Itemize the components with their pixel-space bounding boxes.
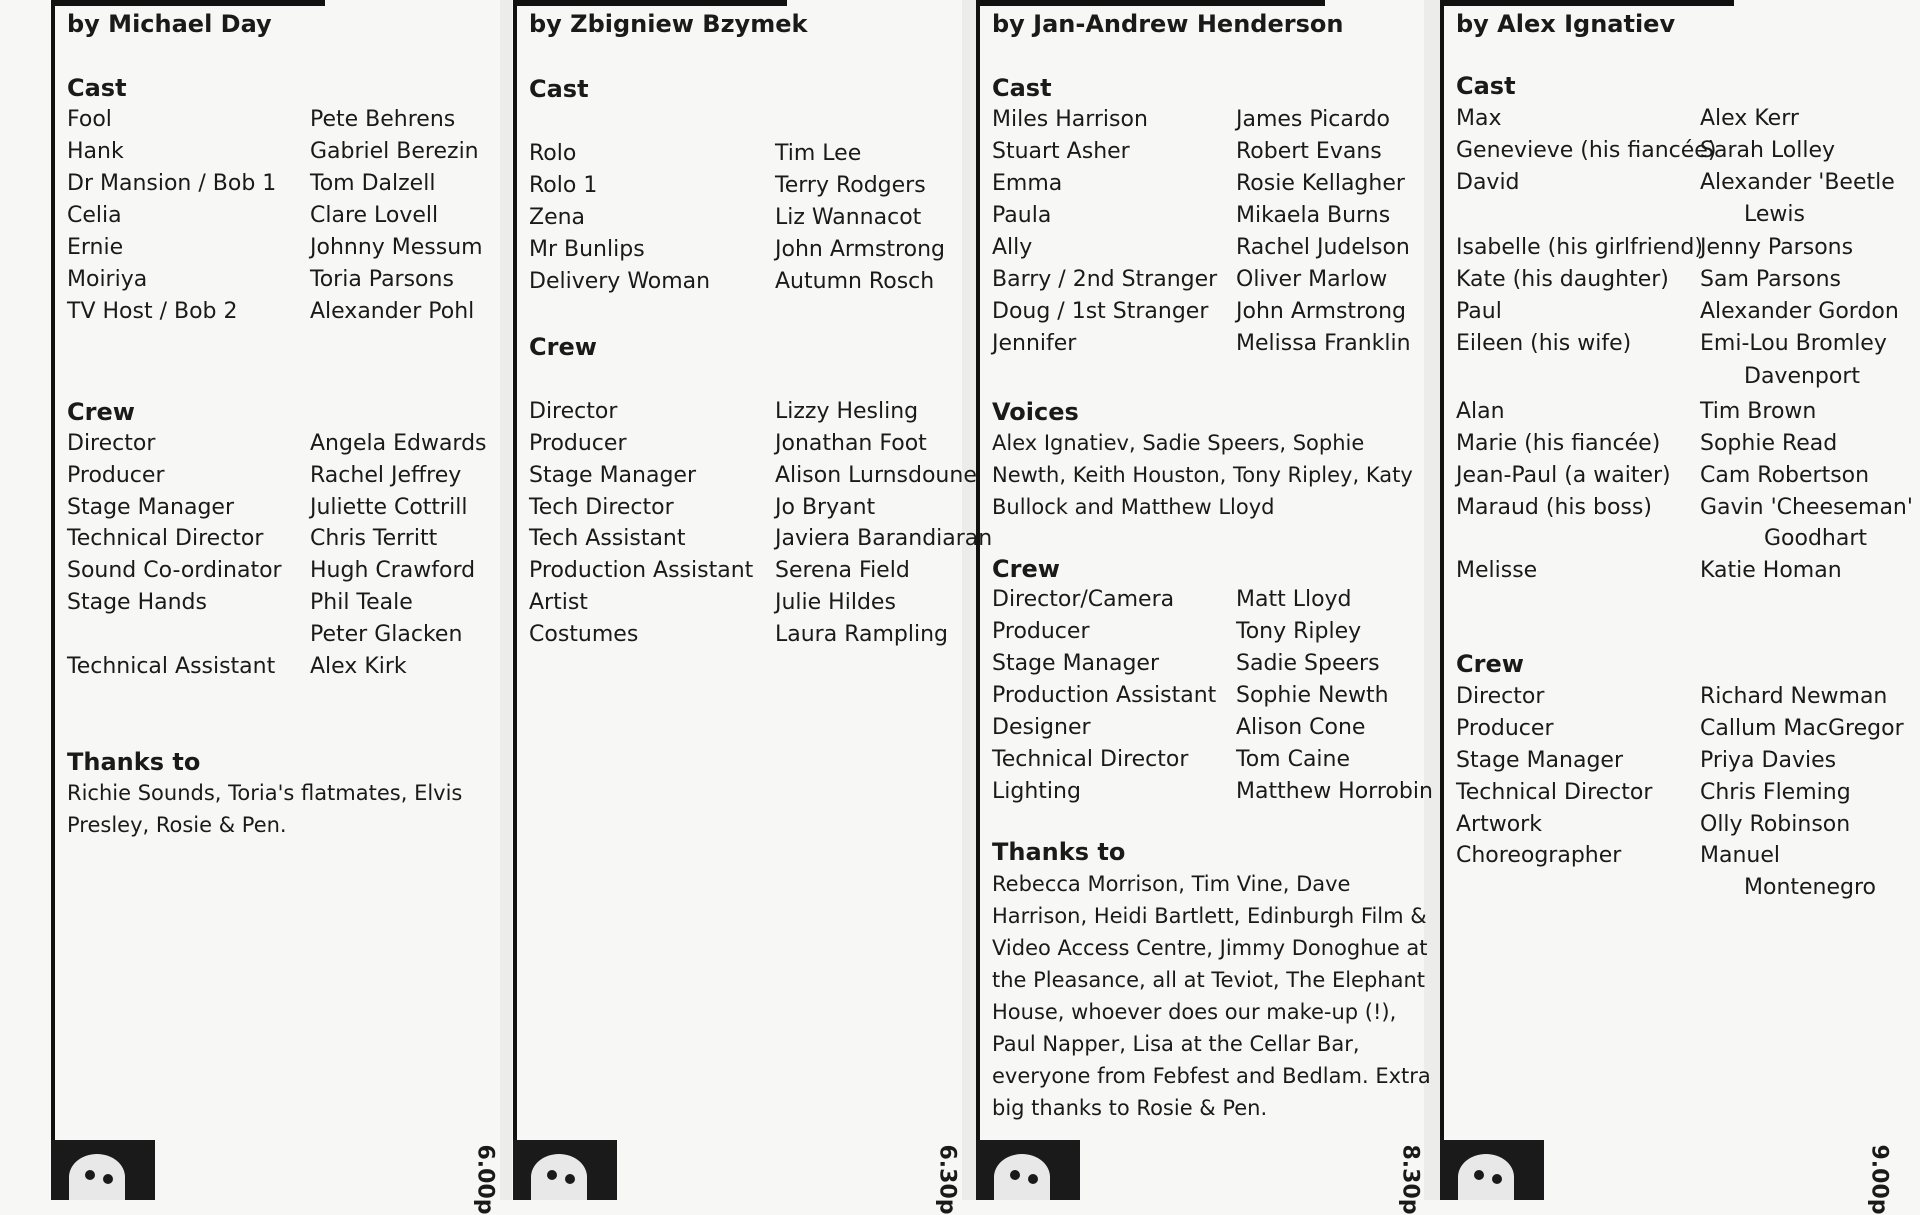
crew-role: Producer: [1456, 716, 1554, 741]
festival-logo: [513, 1140, 617, 1200]
crew-role: Director: [529, 399, 618, 424]
cast-name: Terry Rodgers: [775, 173, 926, 198]
crew-role: Tech Director: [529, 495, 674, 520]
crew-name: Jo Bryant: [775, 495, 876, 520]
panel-top-rule: [517, 0, 787, 6]
cast-name: Tim Lee: [775, 141, 862, 166]
crew-role: Stage Manager: [67, 495, 234, 520]
crew-role: Artwork: [1456, 812, 1542, 837]
crew-name: Jonathan Foot: [775, 431, 927, 456]
programme-panel-1: [51, 0, 513, 1215]
show-time: 9.00p: [1866, 1144, 1892, 1215]
cast-name: Katie Homan: [1700, 558, 1842, 583]
cast-name: Rachel Judelson: [1236, 235, 1410, 260]
voices-heading: Voices: [992, 398, 1079, 426]
crew-name: Rachel Jeffrey: [310, 463, 462, 488]
cast-role: Stuart Asher: [992, 139, 1130, 164]
cast-role: Moiriya: [67, 267, 148, 292]
cast-role: Marie (his fiancée): [1456, 431, 1661, 456]
cast-name: Rosie Kellagher: [1236, 171, 1405, 196]
cast-role: Doug / 1st Stranger: [992, 299, 1209, 324]
cast-name: Sarah Lolley: [1700, 138, 1836, 163]
crew-name: Serena Field: [775, 558, 910, 583]
crew-name: Peter Glacken: [310, 622, 463, 647]
programme-panel-2: [513, 0, 993, 1215]
crew-role: Designer: [992, 715, 1091, 740]
crew-heading: Crew: [1456, 650, 1524, 678]
cast-name: Tim Brown: [1700, 399, 1817, 424]
crew-role: Stage Manager: [1456, 748, 1623, 773]
cast-name: Davenport: [1744, 364, 1861, 389]
cast-heading: Cast: [1456, 72, 1516, 100]
cast-name: Sam Parsons: [1700, 267, 1842, 292]
cast-name: Tom Dalzell: [310, 171, 436, 196]
crew-name: Olly Robinson: [1700, 812, 1851, 837]
crew-role: Technical Assistant: [67, 654, 276, 679]
crew-role: Producer: [529, 431, 627, 456]
crew-name: Julie Hildes: [775, 590, 896, 615]
crew-role: Production Assistant: [992, 683, 1217, 708]
cast-role: Ally: [992, 235, 1033, 260]
cast-name: Clare Lovell: [310, 203, 439, 228]
festival-logo: [976, 1140, 1080, 1200]
cast-role: Paula: [992, 203, 1052, 228]
cast-name: Alexander Gordon: [1700, 299, 1899, 324]
cast-role: Barry / 2nd Stranger: [992, 267, 1218, 292]
cast-name: Toria Parsons: [310, 267, 454, 292]
crew-name: Sophie Newth: [1236, 683, 1389, 708]
crew-name: Javiera Barandiaran: [775, 526, 993, 551]
cast-role: Rolo: [529, 141, 577, 166]
crew-name: Priya Davies: [1700, 748, 1837, 773]
crew-role: Sound Co-ordinator: [67, 558, 282, 583]
thanks-text: Rebecca Morrison, Tim Vine, Dave Harrison, Heidi Bartlett, Edinburgh Film & Video Access Centre, Jimmy Donoghue at the Pleasance, all at Teviot, The Elephant House, whoever does our make-up (!), Paul Napper, Lisa at the Cellar Bar, everyone from Febfest and Bedlam. Extra big thanks to Rosie & Pen.: [992, 872, 1431, 1120]
cast-heading: Cast: [529, 75, 589, 103]
cast-role: Genevieve (his fiancée): [1456, 138, 1717, 163]
cast-name: Emi-Lou Bromley: [1700, 331, 1887, 356]
cast-name: Goodhart: [1764, 526, 1868, 551]
cast-name: Gabriel Berezin: [310, 139, 479, 164]
crew-name: Chris Territt: [310, 526, 438, 551]
crew-name: Laura Rampling: [775, 622, 949, 647]
cast-role: Eileen (his wife): [1456, 331, 1632, 356]
cast-role: Jennifer: [992, 331, 1077, 356]
programme-panel-3: [976, 0, 1440, 1215]
cast-role: Zena: [529, 205, 586, 230]
cast-role: David: [1456, 170, 1520, 195]
crew-role: Technical Director: [67, 526, 264, 551]
crew-role: Director: [67, 431, 156, 456]
cast-role: Max: [1456, 106, 1502, 131]
crew-name: Richard Newman: [1700, 684, 1888, 709]
crew-name: Juliette Cottrill: [310, 495, 468, 520]
show-time: 6.30p: [934, 1144, 960, 1215]
crew-role: Director/Camera: [992, 587, 1175, 612]
programme-panel-4: [1440, 0, 1920, 1215]
crew-name: Montenegro: [1744, 875, 1877, 900]
cast-role: Emma: [992, 171, 1063, 196]
crew-name: Callum MacGregor: [1700, 716, 1904, 741]
crew-role: Production Assistant: [529, 558, 754, 583]
crew-name: Sadie Speers: [1236, 651, 1380, 676]
panel-title: by Jan-Andrew Henderson: [992, 10, 1344, 38]
crew-name: Alison Cone: [1236, 715, 1366, 740]
crew-name: Matt Lloyd: [1236, 587, 1352, 612]
crew-name: Matthew Horrobin: [1236, 779, 1433, 804]
cast-name: Liz Wannacot: [775, 205, 922, 230]
panel-title: by Alex Ignatiev: [1456, 10, 1676, 38]
cast-name: Pete Behrens: [310, 107, 456, 132]
cast-heading: Cast: [67, 74, 127, 102]
crew-name: Tom Caine: [1236, 747, 1351, 772]
crew-name: Phil Teale: [310, 590, 413, 615]
crew-role: Producer: [992, 619, 1090, 644]
thanks-heading: Thanks to: [992, 838, 1126, 866]
panel-top-rule: [55, 0, 325, 6]
cast-name: Cam Robertson: [1700, 463, 1870, 488]
crew-role: Choreographer: [1456, 843, 1622, 868]
crew-heading: Crew: [67, 398, 135, 426]
cast-name: Oliver Marlow: [1236, 267, 1388, 292]
cast-name: Alex Kerr: [1700, 106, 1799, 131]
crew-role: Stage Manager: [992, 651, 1159, 676]
crew-role: Costumes: [529, 622, 639, 647]
crew-role: Tech Assistant: [529, 526, 686, 551]
crew-name: Alison Lurnsdoune: [775, 463, 977, 488]
cast-name: Johnny Messum: [310, 235, 483, 260]
crew-name: Alex Kirk: [310, 654, 407, 679]
cast-role: Maraud (his boss): [1456, 495, 1652, 520]
cast-role: TV Host / Bob 2: [67, 299, 238, 324]
cast-name: Alexander 'Beetle: [1700, 170, 1895, 195]
cast-name: James Picardo: [1236, 107, 1390, 132]
cast-name: Gavin 'Cheeseman': [1700, 495, 1913, 520]
show-time: 8.30p: [1397, 1144, 1423, 1215]
cast-heading: Cast: [992, 74, 1052, 102]
crew-role: Artist: [529, 590, 588, 615]
cast-name: Mikaela Burns: [1236, 203, 1391, 228]
crew-role: Technical Director: [1456, 780, 1653, 805]
festival-logo: [51, 1140, 155, 1200]
cast-role: Paul: [1456, 299, 1502, 324]
cast-role: Hank: [67, 139, 124, 164]
panel-top-rule: [980, 0, 1325, 6]
cast-role: Isabelle (his girlfriend): [1456, 235, 1703, 260]
crew-name: Chris Fleming: [1700, 780, 1851, 805]
panel-top-rule: [1444, 0, 1734, 6]
crew-role: Producer: [67, 463, 165, 488]
crew-role: Director: [1456, 684, 1545, 709]
cast-name: Sophie Read: [1700, 431, 1838, 456]
cast-name: Autumn Rosch: [775, 269, 935, 294]
cast-role: Fool: [67, 107, 112, 132]
cast-role: Dr Mansion / Bob 1: [67, 171, 277, 196]
crew-heading: Crew: [529, 333, 597, 361]
panel-title: by Zbigniew Bzymek: [529, 10, 808, 38]
cast-role: Miles Harrison: [992, 107, 1148, 132]
cast-role: Ernie: [67, 235, 124, 260]
thanks-heading: Thanks to: [67, 748, 201, 776]
festival-logo: [1440, 1140, 1544, 1200]
crew-role: Stage Manager: [529, 463, 696, 488]
cast-name: John Armstrong: [1236, 299, 1406, 324]
cast-name: Jenny Parsons: [1700, 235, 1854, 260]
cast-role: Kate (his daughter): [1456, 267, 1669, 292]
crew-role: Technical Director: [992, 747, 1189, 772]
cast-role: Delivery Woman: [529, 269, 711, 294]
crew-name: Hugh Crawford: [310, 558, 476, 583]
thanks-text: Richie Sounds, Toria's flatmates, Elvis Presley, Rosie & Pen.: [67, 781, 463, 837]
crew-role: Lighting: [992, 779, 1081, 804]
cast-role: Jean-Paul (a waiter): [1456, 463, 1671, 488]
crew-name: Manuel: [1700, 843, 1780, 868]
cast-role: Celia: [67, 203, 122, 228]
crew-name: Tony Ripley: [1236, 619, 1362, 644]
cast-name: Alexander Pohl: [310, 299, 475, 324]
crew-name: Lizzy Hesling: [775, 399, 919, 424]
show-time: 6.00p: [472, 1144, 498, 1215]
cast-role: Mr Bunlips: [529, 237, 645, 262]
cast-name: Lewis: [1744, 202, 1805, 227]
cast-name: John Armstrong: [775, 237, 945, 262]
panel-title: by Michael Day: [67, 10, 272, 38]
cast-role: Melisse: [1456, 558, 1538, 583]
crew-role: Stage Hands: [67, 590, 207, 615]
voices-text: Alex Ignatiev, Sadie Speers, Sophie Newth, Keith Houston, Tony Ripley, Katy Bullock and Matthew Lloyd: [992, 431, 1413, 519]
cast-role: Rolo 1: [529, 173, 598, 198]
crew-name: Angela Edwards: [310, 431, 487, 456]
cast-name: Robert Evans: [1236, 139, 1382, 164]
cast-role: Alan: [1456, 399, 1505, 424]
cast-name: Melissa Franklin: [1236, 331, 1411, 356]
crew-heading: Crew: [992, 555, 1060, 583]
